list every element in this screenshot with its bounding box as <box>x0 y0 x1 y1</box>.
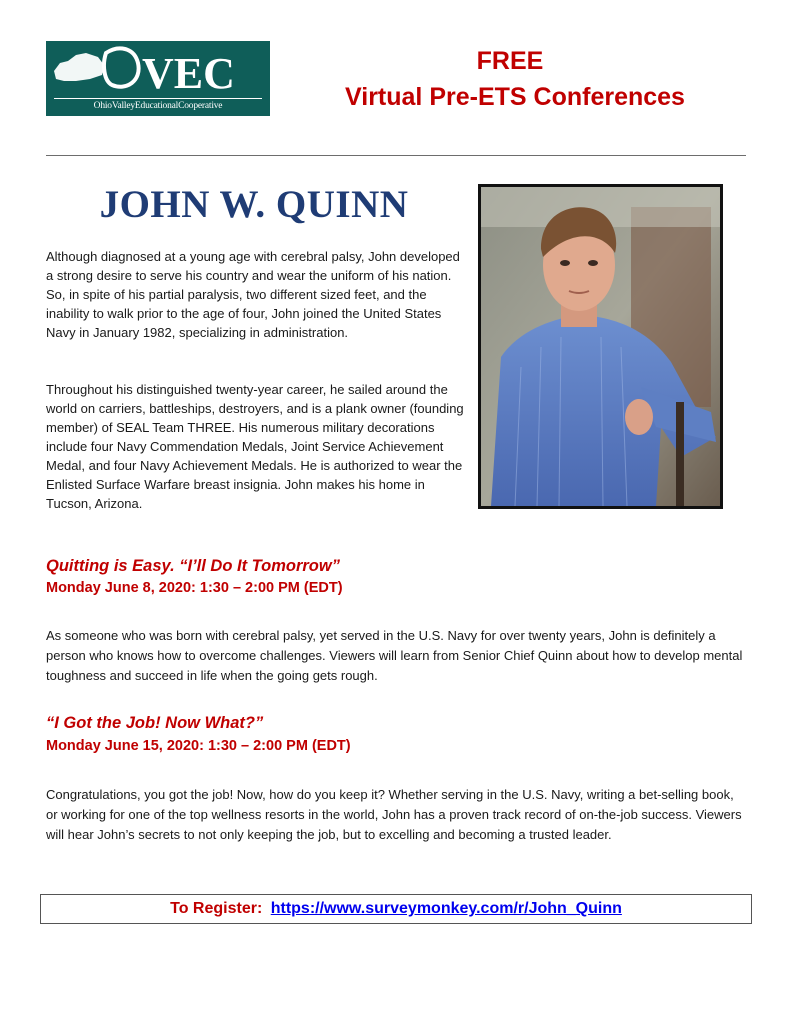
header-divider <box>46 155 746 156</box>
ovec-logo <box>46 41 270 116</box>
register-label: To Register: <box>170 900 263 917</box>
speaker-photo <box>478 184 723 509</box>
header-title: Virtual Pre-ETS Conferences <box>345 83 685 111</box>
session-2-title: “I Got the Job! Now What?” <box>46 714 264 732</box>
logo-subtitle: OhioValleyEducationalCooperative <box>54 98 262 111</box>
session-2-date: Monday June 15, 2020: 1:30 – 2:00 PM (EDT) <box>46 738 351 754</box>
bio-paragraph-1: Although diagnosed at a young age with cerebral palsy, John developed a strong desire to serve his country and wear the uniform of his nation. So, in spite of his partial paralysis, two different sized feet, and the inability to walk prior to the age of four, John joined the United States Navy in January 1982, specializing in administration. <box>46 249 460 340</box>
bio-paragraph-2: Throughout his distinguished twenty-year career, he sailed around the world on carriers, battleships, destroyers, and is a plank owner (founding member) of SEAL Team THREE. His numerous military decorations include four Navy Commendation Medals, Joint Service Achievement Medal, and four Navy Achievement Medals. He is authorized to wear the Enlisted Surface Warfare breast insignia. John makes his home in Tucson, Arizona. <box>46 382 464 511</box>
session-1-description: As someone who was born with cerebral palsy, yet served in the U.S. Navy for over twenty years, John is definitely a person who knows how to overcome challenges. Viewers will learn from Senior Chief Quinn about how to develop mental toughness and succeed in life when the going gets rough. <box>46 628 743 683</box>
session-2-description: Congratulations, you got the job! Now, how do you keep it? Whether serving in the U.S. Navy, writing a bet-selling book, or working for one of the top wellness resorts in the world, John has a proven track record of on-the-job success. Viewers will hear John’s secrets to not only keeping the job, but to excelling and becoming a trusted leader. <box>46 787 742 842</box>
session-1-title: Quitting is Easy. “I’ll Do It Tomorrow” <box>46 557 340 575</box>
logo-wordmark: VEC <box>142 49 235 98</box>
session-1-date: Monday June 8, 2020: 1:30 – 2:00 PM (EDT) <box>46 580 343 596</box>
kentucky-map-icon <box>46 41 270 101</box>
speaker-portrait-icon <box>481 187 720 506</box>
header-free-label: FREE <box>476 47 544 75</box>
register-link[interactable]: https://www.surveymonkey.com/r/John_Quinn <box>270 900 622 917</box>
speaker-name: JOHN W. QUINN <box>99 183 409 226</box>
register-box <box>40 894 752 924</box>
